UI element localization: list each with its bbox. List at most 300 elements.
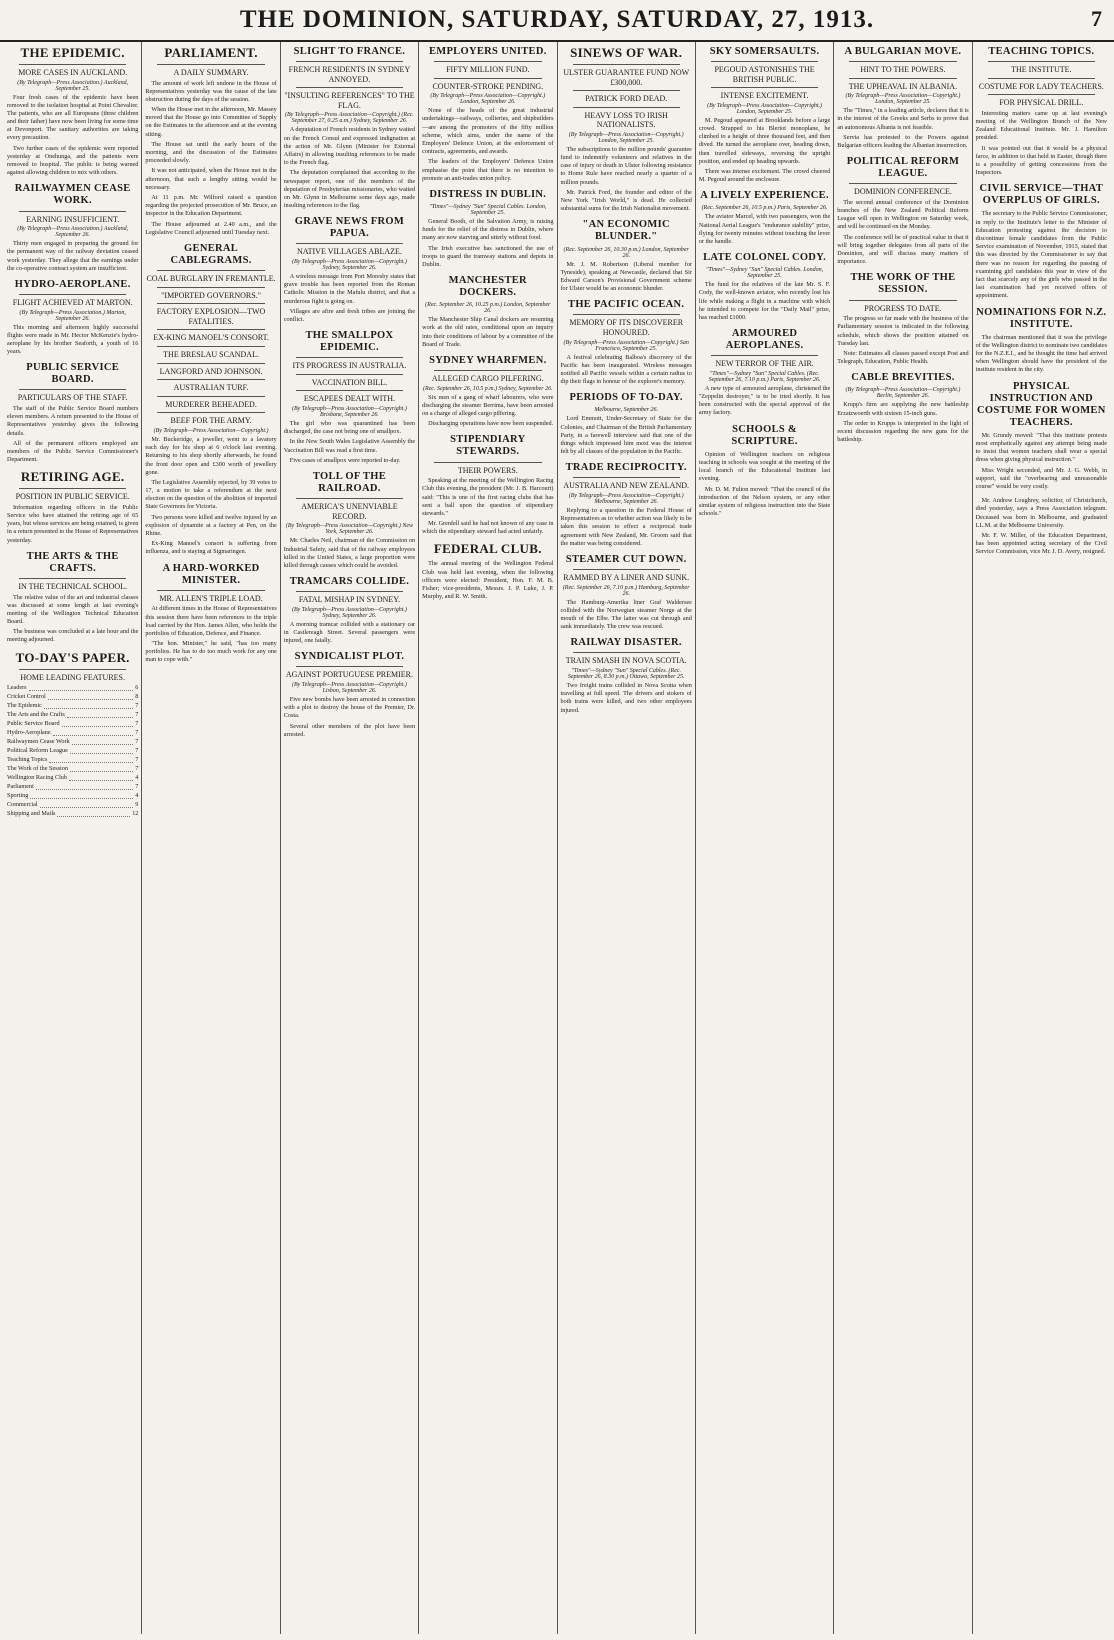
article-byline: (By Telegraph—Press Association—Copyright.) Sydney, September 26. xyxy=(291,606,407,619)
masthead-title: THE DOMINION, SATURDAY, SATURDAY, 27, 1913. xyxy=(239,6,875,33)
article-byline: (By Telegraph—Press Association—Copyright.) New York, September 26. xyxy=(285,523,413,536)
index-entry xyxy=(7,702,138,711)
article-paragraph: The "Times," in a leading article, declares that it is in the interest of the Greeks and Serbs to prove that an autonomous Albania is not feasible. xyxy=(837,107,969,131)
article-headline: NOMINATIONS FOR N.Z. INSTITUTE. xyxy=(976,306,1107,330)
headline-rule xyxy=(573,569,680,570)
article-paragraph: Information regarding officers in the Public Service who have attained the retiring age of 65 years, but whose services are being retained, is given in a return presented to the House of Representatives yesterday. xyxy=(7,503,139,544)
index-page: 7 xyxy=(135,765,139,773)
article-paragraph: Mr. F. W. Miller, of the Education Department, has been appointed acting secretary of the Civil Service Commission, vice Mr. J. D. Avery, resigned. xyxy=(975,531,1107,556)
article xyxy=(837,156,968,266)
article-headline: TO-DAY'S PAPER. xyxy=(15,649,130,665)
article-headline: GRAVE NEWS FROM PAPUA. xyxy=(294,216,405,240)
article-headline: ARMOURED AEROPLANES. xyxy=(725,328,804,352)
article-byline: (Rec. September 26, 7.10 p.m.) Hamburg, September 26. xyxy=(562,584,690,597)
article-headline: DISTRESS IN DUBLIN. xyxy=(429,188,547,200)
article-paragraph: A morning tramcar collided with a stationary car in Castlereagh Street. Several passengers were injured, one fatally. xyxy=(283,620,416,645)
index-page: 7 xyxy=(135,738,139,746)
article-subhead: ULSTER GUARANTEE FUND NOW £300,000. xyxy=(563,67,690,87)
article-headline: STEAMER CUT DOWN. xyxy=(565,553,687,565)
headline-rule xyxy=(296,591,403,592)
article-headline: THE PACIFIC OCEAN. xyxy=(568,299,685,311)
leader-dots xyxy=(49,756,133,763)
headline-rule xyxy=(19,578,126,579)
article-subhead: HINT TO THE POWERS. xyxy=(860,65,946,75)
article-paragraph: Several other members of the plot have been arrested. xyxy=(283,722,416,738)
article xyxy=(976,381,1107,492)
article-headline: CABLE BREVITIES. xyxy=(851,372,955,384)
article-headline: "AN ECONOMIC BLUNDER." xyxy=(582,219,670,243)
article-subhead: BEEF FOR THE ARMY. xyxy=(170,416,252,426)
index-label: Parliament xyxy=(7,782,34,790)
article-byline: (By Telegraph—Press Association—Copyright.) Lisbon, September 26. xyxy=(291,681,407,694)
article-byline: (By Telegraph—Press Association—Copyright.) Sydney, September 26. xyxy=(291,259,407,272)
article-paragraph: Four fresh cases of the epidemic have been removed to the isolation hospital at Point Chevalier. The patients, who are all Europeans (three children and their father) have now been living for some time at Devonport. The sanitary authorities are taking every precaution. xyxy=(7,93,139,142)
article-paragraph: A festival celebrating Balboa's discovery of the Pacific has been inaugurated. Wireless messages notified all Pacific vessels within a certain radius to dip their flags in honour of the explorer's memory. xyxy=(560,353,692,386)
article-subhead: TRAIN SMASH IN NOVA SCOTIA. xyxy=(565,656,687,666)
article-subhead: EX-KING MANOEL'S CONSORT. xyxy=(153,333,269,343)
article-subhead: RAMMED BY A LINER AND SUNK. xyxy=(563,572,690,582)
column-6 xyxy=(696,42,834,1634)
article-subhead: FACTORY EXPLOSION—TWO FATALITIES. xyxy=(156,307,266,326)
article-subhead: NATIVE VILLAGES ABLAZE. xyxy=(296,247,402,257)
article-byline: (By Telegraph—Press Association—Copyright.) London, September 25. xyxy=(707,102,823,115)
article xyxy=(7,46,138,177)
index-entry xyxy=(7,774,138,783)
article-headline: STIPENDIARY STEWARDS. xyxy=(450,434,526,458)
index-page: 8 xyxy=(135,693,139,701)
headline-rule xyxy=(157,346,264,347)
article-paragraph: Mr. Buckeridge, a jeweller, went to a lavatory each day for his shop at 6 o'clock last evening. Returning to his shop shortly afterwards, he found the front door open and £300 worth of jewellery gone. xyxy=(145,435,277,476)
article-subhead: VACCINATION BILL. xyxy=(311,377,388,387)
article-headline: PARLIAMENT. xyxy=(164,45,258,60)
article-subhead: ESCAPEES DEALT WITH. xyxy=(303,394,396,404)
headline-rule xyxy=(711,355,818,356)
article xyxy=(976,46,1107,177)
article-subhead: FRENCH RESIDENTS IN SYDNEY ANNOYED. xyxy=(288,65,411,84)
page-number: 7 xyxy=(1091,6,1102,31)
article xyxy=(422,434,553,536)
headline-rule xyxy=(157,64,264,65)
article-subhead: FATAL MISHAP IN SYDNEY. xyxy=(298,595,401,605)
index-entry xyxy=(7,801,138,810)
index-entry xyxy=(7,729,138,738)
leader-dots xyxy=(30,792,133,799)
article-paragraph: Replying to a question in the Federal House of Representatives as to whether action was likely to be taken this session to effect a reciprocal trade agreement with New Zealand, Mr. Groom said that the matter was being considered. xyxy=(560,506,692,547)
article-byline: (Rec. September 26, 10.5 p.m.) Paris, September 26. xyxy=(701,205,828,212)
article-paragraph: Mr. Patrick Ford, the founder and editor of the New York "Irish World," is dead. He collected substantial sums for the Irish Nationalist movement. xyxy=(560,188,692,213)
headline-rule xyxy=(19,64,126,65)
article-paragraph: The Manchester Ship Canal dockers are resuming work at the old rates, conditional upon an inquiry into their conditions of labour by a committee of the Board of Trade. xyxy=(422,316,554,348)
article-paragraph: This morning and afternoon highly successful flights were made in Mr. Hector McKenzie's hydro-aeroplane by his brother Seaforth, a youth of 16 years. xyxy=(7,323,139,356)
headline-rule xyxy=(849,61,956,62)
article-body xyxy=(422,394,553,429)
article-byline: (Rec. September 26, 10.5 p.m.) Sydney, September 26. xyxy=(422,385,553,392)
index-label: Public Service Board xyxy=(7,720,60,728)
article-paragraph: Note: Estimates all classes passed except Post and Telegraph, Education, Public Health. xyxy=(837,349,969,366)
headline-rule xyxy=(157,396,264,397)
headline-rule xyxy=(573,64,680,65)
article-body xyxy=(284,420,415,465)
headline-rule xyxy=(573,107,680,108)
headline-rule xyxy=(988,94,1095,95)
article xyxy=(422,46,553,183)
index-label: Wellington Racing Club xyxy=(7,774,67,781)
article-paragraph: The House adjourned at 2.40 a.m., and the Legislative Council adjourned until Tuesday next. xyxy=(145,220,277,236)
article-body xyxy=(145,80,276,237)
article-subhead: AUSTRALIA AND NEW ZEALAND. xyxy=(563,481,689,491)
article-subhead: HOME LEADING FEATURES. xyxy=(20,672,126,682)
article-subhead: FIFTY MILLION FUND. xyxy=(446,65,530,75)
article-paragraph: The subscriptions to the million pounds' guarantee fund to indemnify volunteers and relatives in the case of injury or death in Ulster following resistance to Home Rule have reached nearly a quarter of a million pounds. xyxy=(560,145,692,186)
article xyxy=(699,252,830,322)
article-subhead: HEAVY LOSS TO IRISH NATIONALISTS. xyxy=(584,110,668,130)
article-subhead: LANGFORD AND JOHNSON. xyxy=(159,366,263,376)
article-headline: A LIVELY EXPERIENCE. xyxy=(700,190,829,202)
article-paragraph: The girl who was quarantined has been discharged, the case not being one of smallpox. xyxy=(283,420,416,436)
article-paragraph: Servia has protested to the Powers against Bulgarian officers leading the Albanian insurrection. xyxy=(837,133,969,149)
headline-rule xyxy=(988,78,1095,79)
article-subhead: THE INSTITUTE. xyxy=(1011,65,1072,75)
article-body xyxy=(284,696,415,739)
article-body xyxy=(7,240,138,273)
article-paragraph: At 11 p.m. Mr. Wilford raised a question regarding the projected prosecution of Mr. Bruce, an inspector in the Education Department. xyxy=(145,193,277,218)
article-byline: (By Telegraph—Press Association—Copyright.) Brisbane, September 26. xyxy=(291,406,407,419)
leader-dots xyxy=(70,747,133,754)
article-headline: HYDRO-AEROPLANE. xyxy=(14,278,131,290)
article-paragraph: The Hamburg-Amerika liner Graf Waldersee collided with the Norwegian steamer Norge at the mouth of the Elbe. The latter was cut through and sank immediately. The crew was rescued. xyxy=(560,598,692,631)
index-label: Teaching Topics xyxy=(7,756,48,764)
article xyxy=(422,355,553,428)
article-paragraph: Miss Wright seconded, and Mr. J. G. Webb, in support, said the "overbearing and unreasonable course" would be very costly. xyxy=(975,466,1107,490)
article-paragraph: General Booth, of the Salvation Army, is raising funds for the relief of the distress in Dublin, where many are now starving and utterly without food. xyxy=(422,218,554,242)
headline-rule xyxy=(157,303,264,304)
article xyxy=(284,46,415,210)
article-byline: (Rec. September 26, 10.30 p.m.) London, September 26. xyxy=(563,246,689,259)
article xyxy=(976,183,1107,300)
article-subhead: "INSULTING REFERENCES" TO THE FLAG. xyxy=(284,91,415,110)
article-body xyxy=(284,126,415,210)
article-body xyxy=(422,560,553,601)
article-headline: PHYSICAL INSTRUCTION AND COSTUME FOR WOMEN TEACHERS. xyxy=(977,380,1106,428)
article-paragraph: The order to Krupps is interpreted in the light of recent discussion regarding the new guns for the battleship. xyxy=(837,419,969,444)
article-subhead: AUSTRALIAN TURF. xyxy=(173,383,249,393)
article-paragraph: Speaking at the meeting of the Wellington Racing Club this evening, the president (Mr. J. B. Harcourt) said: "This is one of the first racing clubs that has sent a ball upon the question of stipendiary stewards." xyxy=(422,477,554,517)
article-headline: THE SMALLPOX EPIDEMIC. xyxy=(305,330,394,354)
index-entry xyxy=(7,711,138,720)
headline-rule xyxy=(157,329,264,330)
headline-rule xyxy=(157,270,264,271)
article xyxy=(422,275,553,349)
article-paragraph: "The hon. Minister," he said, "has too many portfolios. He has to do too much work for any one man to cope with." xyxy=(145,640,277,664)
index-page: 7 xyxy=(135,756,139,764)
article-headline: RAILWAYMEN CEASE WORK. xyxy=(14,183,131,207)
article xyxy=(561,637,692,714)
article xyxy=(7,470,138,544)
contents-index xyxy=(7,684,138,819)
index-label: The Epidemic xyxy=(7,702,42,710)
article-subhead: AGAINST PORTUGUESE PREMIER. xyxy=(285,670,414,680)
article-subhead: MEMORY OF ITS DISCOVERER HONOURED. xyxy=(569,318,684,337)
article-paragraph: Mr. D. M. Fulton moved: "That the council of the introduction of the Nelson system, or any other similar system of religious instruction into the State schools." xyxy=(698,485,831,518)
article xyxy=(7,362,138,464)
article-paragraph: Mr. Grenfell said he had not known of any case in which the stipendiary steward had acted unfairly. xyxy=(422,520,554,536)
article xyxy=(7,551,138,645)
article-body xyxy=(7,405,138,464)
headline-rule xyxy=(434,61,541,62)
article-headline: CIVIL SERVICE—THAT OVERPLUS OF GIRLS. xyxy=(979,183,1104,207)
article-byline: (By Telegraph—Press Association—Copyright.) London, September 26. xyxy=(430,93,546,106)
article-subhead: AMERICA'S UNENVIABLE RECORD. xyxy=(301,502,398,521)
article xyxy=(699,328,830,417)
article-body xyxy=(422,107,553,183)
article-paragraph: It was pointed out that it would be a physical farce, in addition to that held in Easter, though there is a possibility of getting concessions from the Inspectors. xyxy=(975,144,1107,177)
article-headline: POLITICAL REFORM LEAGUE. xyxy=(846,156,960,180)
article-paragraph: The secretary to the Public Service Commissioner, in reply to the Institute's letter to the Minister of Education protesting against the decision to discontinue female candidates from the Public Service examination of November, 1913, stated that this was directed by the Commissioner to say that there was no reason for regarding the passing of examining girl candidates this year in view of the fact that scarcely any of the girls who passed in the last examination had yet received offers of appointment. xyxy=(975,210,1107,300)
article-headline: TOLL OF THE RAILROAD. xyxy=(312,471,386,495)
headline-rule xyxy=(157,412,264,413)
index-label: The Work of the Session xyxy=(7,765,68,773)
article-subhead: A DAILY SUMMARY. xyxy=(173,67,249,77)
article-byline: (By Telegraph—Press Association.) Auckland, September 26. xyxy=(17,226,129,239)
article xyxy=(145,563,276,665)
article xyxy=(561,554,692,631)
index-label: Political Reform League xyxy=(7,747,68,755)
article-body xyxy=(976,110,1107,178)
article-paragraph: Krupp's firm are supplying the new battleship Erzatzwoerth with sixteen 15-inch guns. xyxy=(837,401,969,417)
article-headline: THE WORK OF THE SESSION. xyxy=(850,272,956,296)
article-paragraph: The Legislative Assembly rejected, by 39 votes to 17, a motion to take a referendum at the next election on the question of the abolition of imported State Governors for Victoria. xyxy=(145,478,277,511)
article-body xyxy=(284,537,415,570)
headline-rule xyxy=(296,87,403,88)
article xyxy=(284,330,415,465)
article-byline: (By Telegraph—Press Association.) Auckland, September 25. xyxy=(17,79,129,92)
article-headline: THE ARTS & THE CRAFTS. xyxy=(26,550,119,574)
column-7 xyxy=(834,42,972,1634)
index-label: Railwaymen Cease Work xyxy=(7,738,70,746)
article xyxy=(837,272,968,366)
article-paragraph: M. Pegoud appeared at Brooklands before a large crowd. Strapped to his Bleriot monoplane, he climbed to a height of three thousand feet, and then dived. He turned the aeroplane over, heading down, then travelled sideways, reversing the upright position, and ended up heading upwards. xyxy=(698,116,831,165)
article-subhead: ALLEGED CARGO PILFERING. xyxy=(431,374,544,384)
article-body xyxy=(699,281,830,322)
headline-rule xyxy=(849,78,956,79)
index-page: 7 xyxy=(135,702,139,710)
article-paragraph: There was intense excitement. The crowd cheered M. Pegoud around the enclosure. xyxy=(698,167,831,184)
article-paragraph: Six men of a gang of wharf labourers, who were discharging the steamer Berrima, have been arrested on a charge of alleged cargo pilfering. xyxy=(422,393,554,418)
article xyxy=(699,190,830,246)
headline-rule xyxy=(19,389,126,390)
article-byline: (By Telegraph—Press Association—Copyright.) Berlin, September 26. xyxy=(845,387,961,400)
article-byline: "Times"—Sydney "Sun" Special Cables. (Rec. September 26, 8.30 p.m.) Ottawa, September 25. xyxy=(567,667,685,680)
article-paragraph: Thirty men engaged in preparing the ground for the permanent way of the railway deviation ceased work yesterday. They allege that the earnings under the co-operative contract system are insufficient. xyxy=(7,240,139,272)
article-byline: "Times"—Sydney "Sun" Special Cables. London, September 25. xyxy=(706,267,824,280)
article-headline: SKY SOMERSAULTS. xyxy=(709,46,820,57)
index-label: The Arts and the Crafts xyxy=(7,711,65,719)
article-byline: "Times"—Sydney "Sun" Special Cables. (Rec. September 26, 7.10 p.m.) Paris, September 26. xyxy=(708,370,821,383)
article-headline: SYNDICALIST PLOT. xyxy=(294,651,405,663)
leader-dots xyxy=(67,711,134,718)
article-paragraph: Two freight trains collided in Nova Scotia when travelling at full speed. The drivers and stokers of both trains were killed, and two other employees injured. xyxy=(560,681,692,714)
article-headline: PERIODS OF TO-DAY. xyxy=(569,392,683,404)
article xyxy=(422,542,553,601)
article-paragraph: Five cases of smallpox were reported to-day. xyxy=(289,456,401,464)
headline-rule xyxy=(157,363,264,364)
article xyxy=(561,219,692,293)
article-paragraph: Mr. Andrew Loughrey, solicitor, of Christchurch, died yesterday, says a Press Association telegram. Deceased was born in Melbourne, and graduated LL.M. at the Melbourne University. xyxy=(975,497,1107,529)
headline-rule xyxy=(19,669,126,670)
article-body xyxy=(7,504,138,545)
column-2 xyxy=(142,42,280,1634)
article-body xyxy=(976,334,1107,375)
article-subhead: PEGOUD ASTONISHES THE BRITISH PUBLIC. xyxy=(714,65,815,84)
headline-rule xyxy=(711,87,818,88)
article-paragraph: When the House met in the afternoon, Mr. Massey moved that the House go into Committee of Supply on the Estimates in the afternoon and at the evening sitting. xyxy=(145,106,277,138)
headline-rule xyxy=(157,590,264,591)
article-paragraph: The Irish executive has sanctioned the use of troops to guard the tramway stations and depots in Dublin. xyxy=(422,244,554,268)
article-subhead: FLIGHT ACHIEVED AT MARTON. xyxy=(12,297,133,307)
article xyxy=(284,216,415,324)
article-byline: (By Telegraph—Press Association—Copyright.) (Rec. September 27, 0.25 a.m.) Sydney, September 26. xyxy=(284,112,414,125)
article-byline: "Times"—Sydney "Sun" Special Cables. London, September 25. xyxy=(429,204,547,216)
article xyxy=(145,46,276,237)
headline-rule xyxy=(434,78,541,79)
article-body xyxy=(976,432,1107,491)
article-headline: LATE COLONEL CODY. xyxy=(703,252,827,264)
column-1 xyxy=(4,42,142,1634)
article-headline: SINEWS OF WAR. xyxy=(570,45,683,60)
article-byline: (By Telegraph—Press Association—Copyright.) Melbourne, September 26. xyxy=(568,492,684,505)
headline-rule xyxy=(988,61,1095,62)
article-paragraph: The staff of the Public Service Board numbers eleven members. A return presented to the House of Representatives yesterday gives the following details. xyxy=(7,405,139,437)
article-subhead: EARNING INSUFFICIENT. xyxy=(26,214,120,224)
article xyxy=(7,183,138,272)
article-paragraph: Two persons were killed and twelve injured by an explosion of dynamite at a factory at Pen, on the Rhine. xyxy=(145,513,277,538)
article-paragraph: Two further cases of the epidemic were reported yesterday at Onehunga, and the patients were removed to hospital. The public is being warned against allowing children to mix with others. xyxy=(7,144,139,177)
article xyxy=(976,307,1107,375)
article-subhead: POSITION IN PUBLIC SERVICE. xyxy=(15,492,130,502)
article-paragraph: The relative value of the art and industrial classes was discussed at some length at last evening's meeting of the Wellington Technical Education Board. xyxy=(7,593,139,626)
article-paragraph: The fund for the relatives of the late Mr. S. F. Cody, the well-known aviator, who recently lost his life while making a flight in a machine with which he intended to compete for the "Daily Mail" prize, has reached £1000. xyxy=(698,281,831,321)
article-paragraph: Discharging operations have now been suspended. xyxy=(428,420,554,428)
article-headline: TRAMCARS COLLIDE. xyxy=(289,576,410,588)
article-body xyxy=(561,146,692,214)
column-5 xyxy=(558,42,696,1634)
column-8 xyxy=(973,42,1110,1634)
headline-rule xyxy=(573,652,680,653)
index-entry xyxy=(7,720,138,729)
article-subhead: COSTUME FOR LADY TEACHERS. xyxy=(978,81,1104,91)
article-byline: Melbourne, September 26. xyxy=(594,407,659,414)
index-entry xyxy=(7,693,138,702)
index-page: 6 xyxy=(135,684,139,692)
article-paragraph: The second annual conference of the Dominion branches of the New Zealand Political Reform League will open in Wellington on Saturday week, and will be continued on the Monday. xyxy=(837,198,969,231)
article-headline: A BULGARIAN MOVE. xyxy=(844,46,962,57)
article-subhead: FOR PHYSICAL DRILL. xyxy=(999,98,1084,108)
article-body xyxy=(837,315,968,366)
article-headline: SYDNEY WHARFMEN. xyxy=(429,355,547,366)
article-subhead: MURDERER BEHEADED. xyxy=(165,399,257,409)
article xyxy=(284,651,415,739)
article xyxy=(699,424,830,519)
article-byline: (By Telegraph—Press Association—Copyright.) xyxy=(153,427,269,434)
headline-rule xyxy=(573,477,680,478)
index-page: 7 xyxy=(135,747,139,755)
article-byline: (By Telegraph—Press Association—Copyright.) San Francisco, September 25. xyxy=(563,339,689,352)
index-label: Shipping and Mails xyxy=(7,809,56,817)
article-paragraph: The deputation complained that according to the newspaper report, one of the members of the deputation of Presbyterian missionaries, who waited on Mr. Glynn in Melbourne some days ago, made insulting references to the flag. xyxy=(283,169,416,210)
article-body xyxy=(422,477,553,536)
index-label: Cricket Control xyxy=(7,693,46,701)
leader-dots xyxy=(48,693,134,700)
article-subhead: "IMPORTED GOVERNORS." xyxy=(161,290,261,300)
article-headline: SLIGHT TO FRANCE. xyxy=(293,46,406,57)
article-body xyxy=(561,261,692,294)
article-headline: TEACHING TOPICS. xyxy=(988,46,1095,57)
article-subhead: NEW TERROR OF THE AIR. xyxy=(715,359,814,369)
headline-rule xyxy=(434,462,541,463)
headline-rule xyxy=(296,61,403,62)
article-headline: PUBLIC SERVICE BOARD. xyxy=(26,362,120,386)
article xyxy=(699,46,830,184)
article xyxy=(976,497,1107,556)
leader-dots xyxy=(53,729,134,736)
index-entry xyxy=(7,738,138,747)
article-paragraph: The annual meeting of the Wellington Federal Club was held last evening, when the following officers were elected: President, Hon. F. M. B. Fisher; vice-presidents, Messrs. J. P. Luke, J. P. Murphy, and R. W. Smith. xyxy=(422,560,554,601)
index-entry xyxy=(7,783,138,792)
column-4 xyxy=(419,42,557,1634)
article-headline: EMPLOYERS UNITED. xyxy=(428,46,547,57)
index-entry xyxy=(7,765,138,774)
index-entry xyxy=(7,747,138,756)
article-subhead: INTENSE EXCITEMENT. xyxy=(720,91,809,101)
article-paragraph: In the New South Wales Legislative Assembly the Vaccination Bill was read a first time. xyxy=(283,438,416,454)
article-subhead: ITS PROGRESS IN AUSTRALIA. xyxy=(292,361,407,371)
article-headline: SCHOOLS & SCRIPTURE. xyxy=(731,423,798,447)
headline-rule xyxy=(573,314,680,315)
article-body xyxy=(7,324,138,357)
article-body xyxy=(837,401,968,444)
article-headline: FEDERAL CLUB. xyxy=(433,541,542,557)
article-body xyxy=(561,354,692,387)
article-paragraph: A deputation of French residents in Sydney waited on the French Consul and expressed indignation at the action of Mr. Glynn (Minister for External Affairs) in allowing insulting references to be made to the French flag. xyxy=(283,126,416,167)
article-byline: (By Telegraph—Press Association—Copyright.) London, September 25. xyxy=(845,93,961,106)
headline-rule xyxy=(157,379,264,380)
article-body xyxy=(7,94,138,178)
index-label: Leaders xyxy=(7,684,27,692)
article xyxy=(145,243,276,557)
headline-rule xyxy=(296,498,403,499)
headline-rule xyxy=(19,488,126,489)
article-paragraph: The chairman mentioned that it was the privilege of the Wellington district to nominate two candidates for the N.Z.E.I., and he thought the time had arrived when Wellington should have the president of the institute resident in the city. xyxy=(975,333,1107,374)
index-page: 9 xyxy=(135,800,139,808)
headline-rule xyxy=(157,287,264,288)
article-paragraph: The progress so far made with the business of the Parliamentary session is indicated in the following schedule, which shows the position attained on Tuesday last. xyxy=(837,315,969,347)
leader-dots xyxy=(72,738,134,745)
headline-rule xyxy=(19,211,126,212)
article-headline: GENERAL CABLEGRAMS. xyxy=(170,242,252,266)
article-subhead: PATRICK FORD DEAD. xyxy=(585,94,668,104)
leader-dots xyxy=(40,801,134,808)
index-page: 7 xyxy=(135,720,139,728)
masthead xyxy=(0,0,1114,42)
index-entry xyxy=(7,756,138,765)
article-byline: (By Telegraph—Press Association—Copyright.) London, September 25. xyxy=(568,131,684,144)
article xyxy=(837,372,968,444)
article-paragraph: The business was concluded at a late hour and the meeting adjourned. xyxy=(7,628,139,644)
article-paragraph: All of the permanent officers employed are members of the Public Service Commissioner's Department. xyxy=(7,439,139,464)
article xyxy=(422,189,553,269)
article xyxy=(284,576,415,645)
article-subhead: PROGRESS TO DATE. xyxy=(864,303,942,313)
